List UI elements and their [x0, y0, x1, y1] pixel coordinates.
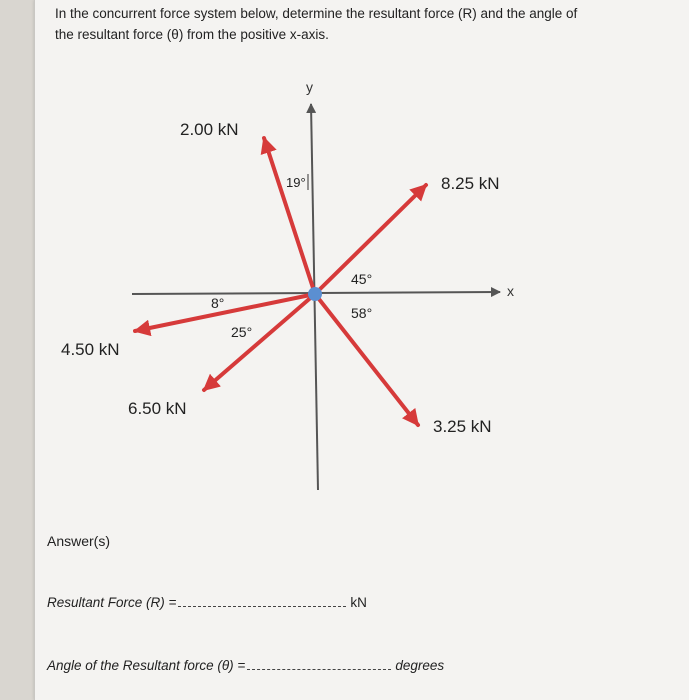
- force-label-2.00kN: 2.00 kN: [180, 120, 239, 139]
- question-sheet: [34, 0, 689, 700]
- angle-label-8: 8°: [211, 295, 225, 311]
- resultant-angle-row: [47, 657, 444, 673]
- angle-label-58: 58°: [351, 305, 373, 321]
- origin-point: [308, 287, 322, 301]
- resultant-angle-input[interactable]: [247, 657, 391, 670]
- resultant-force-label: Resultant Force (R) =: [47, 595, 177, 610]
- force-label-8.25kN: 8.25 kN: [441, 174, 500, 193]
- force-label-3.25kN: 3.25 kN: [433, 417, 492, 436]
- resultant-angle-unit: degrees: [395, 658, 445, 673]
- resultant-angle-label: Angle of the Resultant force (θ) =: [47, 658, 246, 673]
- angle-label-19: 19°: [286, 175, 306, 190]
- force-vector-4.50kN: [135, 294, 315, 331]
- answers-heading: Answer(s): [47, 533, 111, 549]
- force-vector-2.00kN: [264, 138, 315, 294]
- question-text: In the concurrent force system below, determine the resultant force (R) and the angle of the resultant force (θ) from the positive x-axis.: [55, 6, 578, 42]
- x-axis-label: x: [507, 283, 514, 299]
- resultant-force-input[interactable]: [178, 594, 346, 607]
- resultant-force-row: [47, 594, 367, 610]
- y-axis-label: y: [306, 79, 313, 95]
- force-label-4.50kN: 4.50 kN: [61, 340, 120, 359]
- angle-label-45: 45°: [351, 271, 373, 287]
- angle-label-25: 25°: [231, 324, 253, 340]
- resultant-force-unit: kN: [350, 595, 367, 610]
- force-label-6.50kN: 6.50 kN: [128, 399, 187, 418]
